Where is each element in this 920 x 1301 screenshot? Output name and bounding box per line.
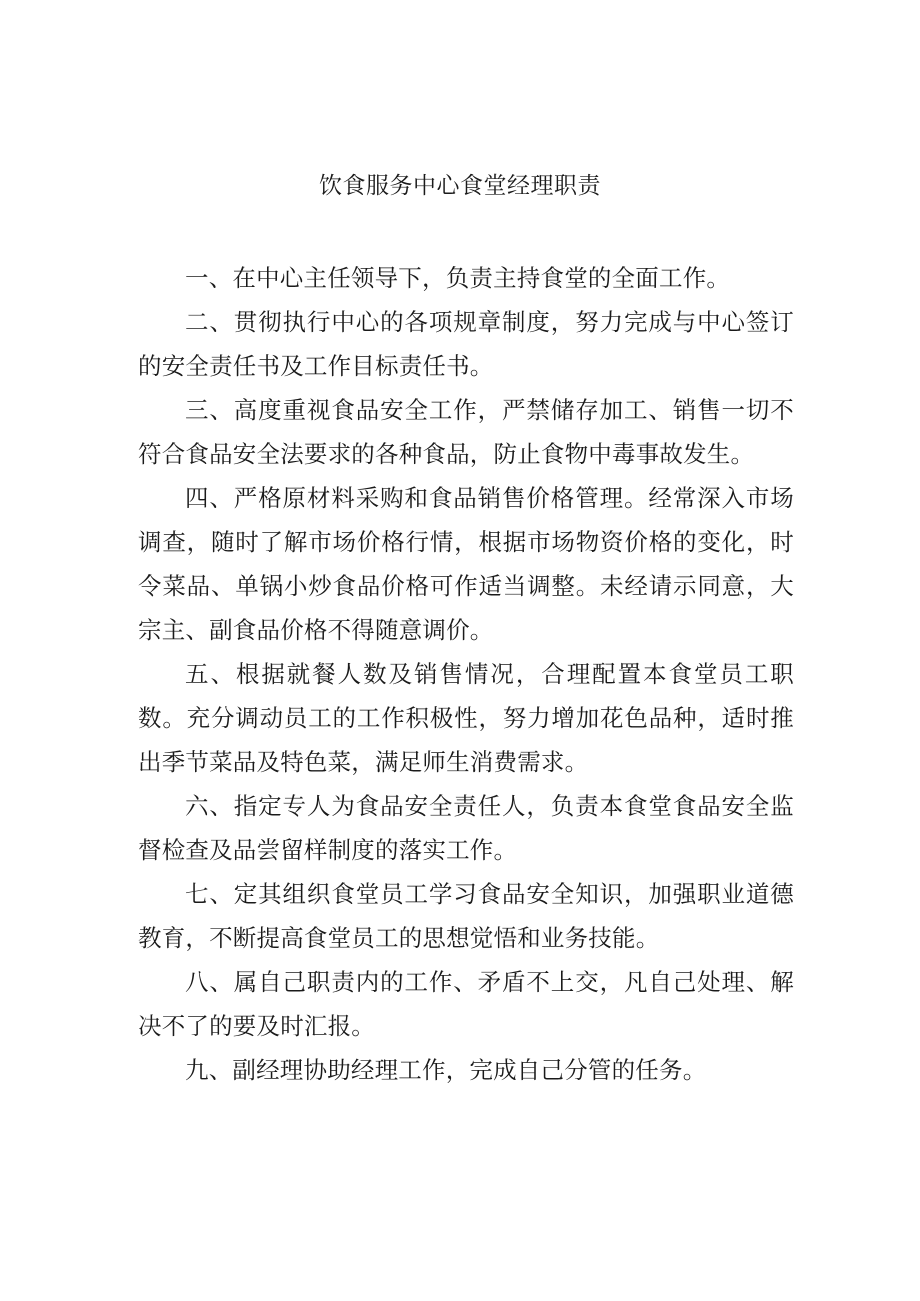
duty-paragraph-1: 一、在中心主任领导下，负责主持食堂的全面工作。	[185, 264, 731, 292]
document-body	[138, 256, 794, 1092]
duty-paragraph-3: 三、高度重视食品安全工作，严禁储存加工、销售一切不符合食品安全法要求的各种食品，防止食物中毒事故发生。	[138, 396, 794, 468]
duty-paragraph-4: 四、严格原材料采购和食品销售价格管理。经常深入市场调查，随时了解市场价格行情，根据市场物资价格的变化，时令菜品、单锅小炒食品价格可作适当调整。未经请示同意，大宗主、副食品价格不得随意调价。	[138, 484, 794, 644]
duty-paragraph-8: 八、属自己职责内的工作、矛盾不上交，凡自己处理、解决不了的要及时汇报。	[138, 968, 794, 1040]
duty-paragraph-2: 二、贯彻执行中心的各项规章制度，努力完成与中心签订的安全责任书及工作目标责任书。	[138, 308, 794, 380]
document-title: 饮食服务中心食堂经理职责	[319, 173, 601, 199]
duty-paragraph-6: 六、指定专人为食品安全责任人，负责本食堂食品安全监督检查及品尝留样制度的落实工作。	[138, 792, 794, 864]
duty-paragraph-7: 七、定其组织食堂员工学习食品安全知识，加强职业道德教育，不断提高食堂员工的思想觉悟和业务技能。	[138, 880, 794, 952]
duty-paragraph-9: 九、副经理协助经理工作，完成自己分管的任务。	[185, 1056, 707, 1084]
duty-paragraph-5: 五、根据就餐人数及销售情况，合理配置本食堂员工职数。充分调动员工的工作积极性，努力增加花色品种，适时推出季节菜品及特色菜，满足师生消费需求。	[138, 660, 794, 776]
